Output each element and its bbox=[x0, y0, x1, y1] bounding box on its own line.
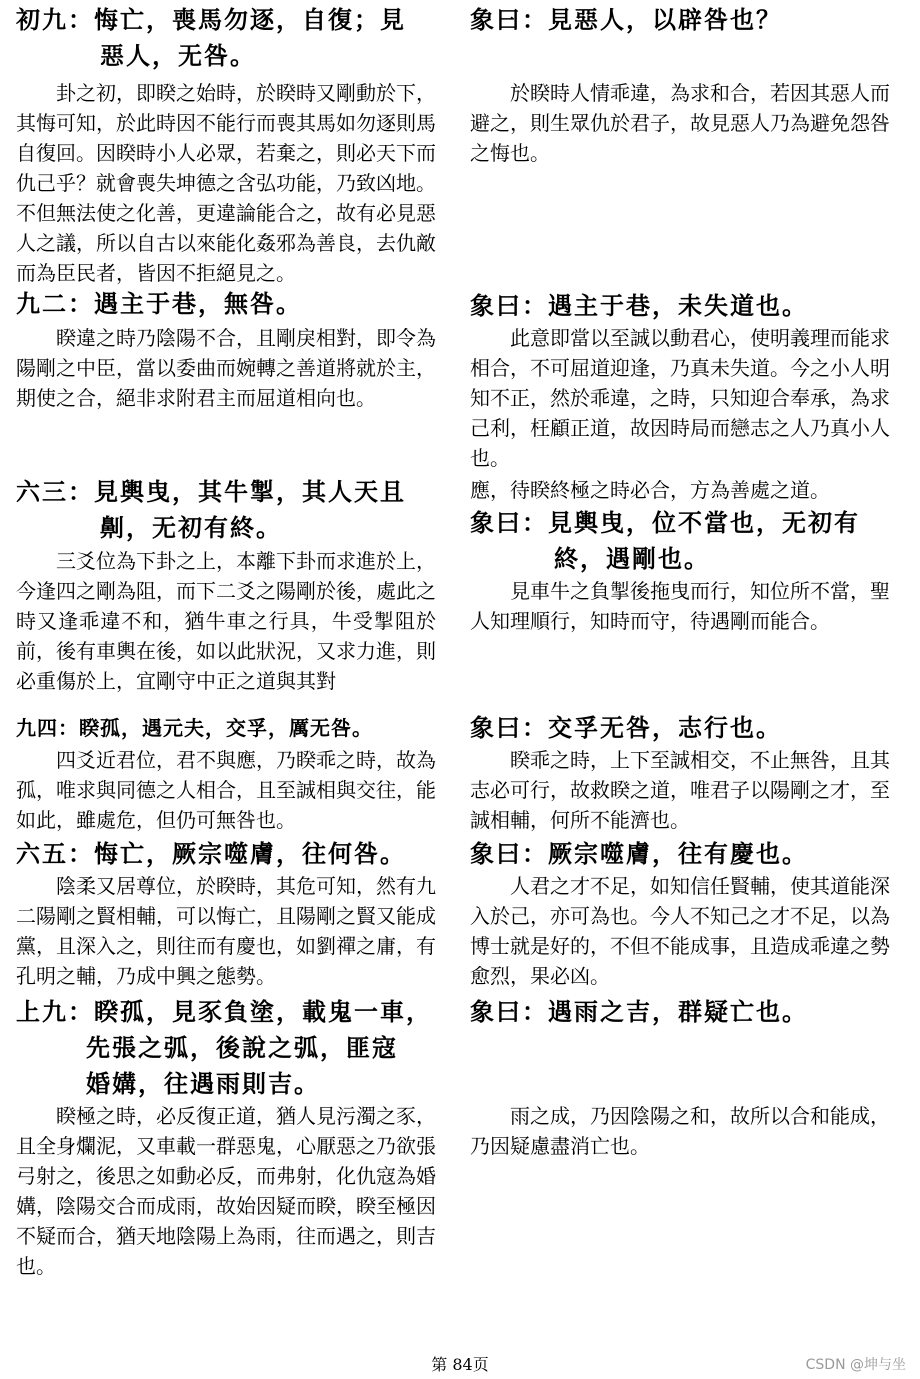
xiang-heading-4: 象曰：交孚无咎，志行也。 bbox=[470, 713, 782, 742]
xiang-paragraph-5: 人君之才不足，如知信任賢輔，使其道能深入於己，亦可為也。今人不知己之才不足，以為博士就是好的，不但不能成事，且造成乖違之勢愈烈，果必凶。 bbox=[470, 874, 890, 988]
paragraph-chujiu: 卦之初，即睽之始時，於睽時又剛動於下，其悔可知，於此時因不能行而喪其馬如勿逐則馬自復回。因睽時小人必眾，若棄之，則必天下而仇己乎？就會喪失坤德之含弘功能，乃致凶地。不但無法使之化善，更違論能合之，故有必見惡人之議，所以自古以來能化姦邪為善良，去仇敵而為臣民者，皆因不拒絕見之。 bbox=[16, 81, 436, 285]
xiang-paragraph-2: 此意即當以至誠以動君心，使明義理而能求相合，不可屈道迎逢，乃真未失道。今之小人明知不正，然於乖違，之時，只知迎合奉承，為求己利，枉顧正道，故因時局而戀志之人乃真小人也。 bbox=[470, 326, 890, 470]
xiang-paragraph-4: 睽乖之時，上下至誠相交，不止無咎，且其志必可行，故救睽之道，唯君子以陽剛之才，至誠相輔，何所不能濟也。 bbox=[470, 748, 890, 832]
xiang-heading-2: 象曰：遇主于巷，未失道也。 bbox=[470, 291, 808, 320]
page-number: 第 84页 bbox=[431, 1355, 489, 1374]
xiang-heading-3 bbox=[470, 505, 890, 577]
xiang-heading-5: 象曰：厥宗噬膚，往有慶也。 bbox=[470, 839, 808, 868]
paragraph-liuwu: 陰柔又居尊位，於睽時，其危可知，然有九二陽剛之賢相輔，可以悔亡，且陽剛之賢又能成黨，且深入之，則往而有慶也，如劉禪之庸，有孔明之輔，乃成中興之態勢。 bbox=[16, 874, 436, 988]
heading-chujiu bbox=[16, 2, 436, 74]
paragraph-shangjiu: 睽極之時，必反復正道，猶人見污濁之豕，且全身爛泥，又車載一群惡鬼，心厭惡之乃欲張弓射之，後思之如動必反，而弗射，化仇寇為婚媾，陰陽交合而成雨，故始因疑而睽，睽至極因不疑而合，猶天地陰陽上為雨，往而遇之，則吉也。 bbox=[16, 1104, 436, 1278]
paragraph-liusan: 三爻位為下卦之上，本離下卦而求進於上，今逢四之剛為阻，而下二爻之陽剛於後，處此之時又逢乖違不和，猶牛車之行具，牛受掣阻於前，後有車輿在後，如以此狀況，又求力進，則必重傷於上，宜剛守中正之道與其對 bbox=[16, 549, 436, 693]
xiang-heading-6: 象曰：遇雨之吉，群疑亡也。 bbox=[470, 997, 808, 1026]
heading-line: 終，遇剛也。 bbox=[554, 544, 710, 573]
heading-line: 初九：悔亡，喪馬勿逐，自復；見 bbox=[16, 5, 406, 34]
heading-liusan bbox=[16, 474, 436, 546]
paragraph-jiusi: 四爻近君位，君不與應，乃睽乖之時，故為孤，唯求與同德之人相合，且至誠相與交往，能如此，雖處危，但仍可無咎也。 bbox=[16, 748, 436, 832]
xiang-heading-1: 象曰：見惡人，以辟咎也？ bbox=[470, 5, 782, 34]
heading-line: 惡人，无咎。 bbox=[100, 41, 256, 70]
xiang-paragraph-3: 見車牛之負掣後拖曳而行，知位所不當，聖人知理順行，知時而守，待遇剛而能合。 bbox=[470, 579, 890, 633]
heading-line: 婚媾，往遇雨則吉。 bbox=[86, 1069, 320, 1098]
heading-line: 先張之弧，後說之弧，匪寇 bbox=[86, 1033, 398, 1062]
heading-liuwu: 六五：悔亡，厥宗噬膚，往何咎。 bbox=[16, 839, 406, 868]
xiang-paragraph-2b: 應，待睽終極之時必合，方為善處之道。 bbox=[470, 478, 830, 502]
heading-line: 上九：睽孤，見豕負塗，載鬼一車， bbox=[16, 997, 432, 1026]
watermark: CSDN @坤与坐 bbox=[805, 1357, 906, 1373]
heading-jiusi: 九四：睽孤，遇元夫，交孚，厲无咎。 bbox=[16, 716, 373, 740]
heading-line: 六三：見輿曳，其牛掣，其人天且 bbox=[16, 477, 406, 506]
paragraph-jiuer: 睽違之時乃陰陽不合，且剛戾相對，即令為陽剛之中臣，當以委曲而婉轉之善道將就於主，期使之合，絕非求附君主而屈道相向也。 bbox=[16, 326, 436, 410]
xiang-paragraph-1: 於睽時人情乖違，為求和合，若因其惡人而避之，則生眾仇於君子，故見惡人乃為避免怨咎之悔也。 bbox=[470, 81, 890, 165]
heading-line: 劓，无初有終。 bbox=[100, 513, 282, 542]
heading-shangjiu bbox=[16, 994, 436, 1102]
xiang-paragraph-6: 雨之成，乃因陰陽之和，故所以合和能成，乃因疑慮盡消亡也。 bbox=[470, 1104, 890, 1158]
heading-line: 象曰：見輿曳，位不當也，无初有 bbox=[470, 508, 860, 537]
heading-jiuer: 九二：遇主于巷，無咎。 bbox=[16, 289, 302, 318]
